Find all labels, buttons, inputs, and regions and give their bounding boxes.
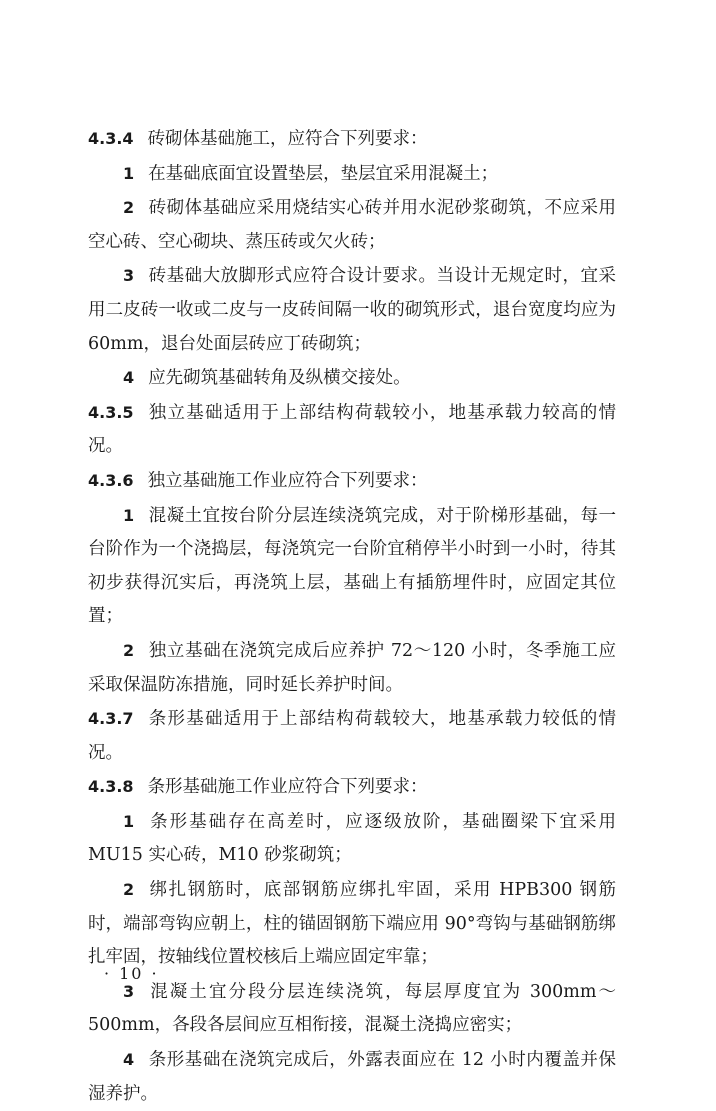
- section-text: 独立基础施工作业应符合下列要求：: [147, 470, 428, 491]
- document-body: [88, 122, 616, 1111]
- section-4-3-5: [88, 396, 616, 464]
- item-text: 绑扎钢筋时，底部钢筋应绑扎牢固，采用 HPB300 钢筋时，端部弯钩应朝上，柱的锚固钢筋下端应用 90°弯钩与基础钢筋绑扎牢固，按轴线位置校核后上端应固定牢靠；: [88, 880, 616, 968]
- section-4-3-4: [88, 122, 616, 157]
- item-text: 应先砌筑基础转角及纵横交接处。: [148, 368, 411, 389]
- section-number: 4.3.6: [88, 470, 134, 490]
- bullet-icon: ·: [104, 964, 112, 983]
- item-index: 1: [123, 505, 135, 525]
- section-number: 4.3.7: [88, 709, 134, 729]
- section-number: 4.3.4: [88, 129, 134, 148]
- list-item: [88, 259, 616, 361]
- section-number: 4.3.5: [88, 402, 134, 422]
- item-index: 2: [123, 198, 135, 218]
- section-number: 4.3.8: [88, 777, 134, 797]
- item-text: 混凝土宜按台阶分层连续浇筑完成，对于阶梯形基础，每一台阶作为一个浇捣层，每浇筑完一台阶宜稍停半小时到一小时，待其初步获得沉实后，再浇筑上层，基础上有插筋埋件时，应固定其位置；: [88, 505, 616, 627]
- page-footer: [96, 964, 167, 983]
- item-text: 独立基础在浇筑完成后应养护 72～120 小时，冬季施工应采取保温防冻措施，同时延长养护时间。: [88, 640, 616, 695]
- list-item: [88, 1043, 616, 1111]
- list-item: [88, 191, 616, 259]
- list-item: [88, 805, 616, 873]
- section-4-3-6: [88, 464, 616, 499]
- item-text: 混凝土宜分段分层连续浇筑，每层厚度宜为 300mm～500mm，各段各层间应互相衔接，混凝土浇捣应密实；: [88, 981, 616, 1036]
- list-item: [88, 873, 616, 975]
- item-text: 砖基础大放脚形式应符合设计要求。当设计无规定时，宜采用二皮砖一收或二皮与一皮砖间隔一收的砌筑形式，退台宽度均应为 60mm，退台处面层砖应丁砖砌筑；: [88, 266, 616, 354]
- section-text: 条形基础适用于上部结构荷载较大，地基承载力较低的情况。: [88, 709, 616, 763]
- section-4-3-8: [88, 770, 616, 805]
- item-index: 3: [123, 266, 135, 286]
- item-text: 砖砌体基础应采用烧结实心砖并用水泥砂浆砌筑，不应采用空心砖、空心砌块、蒸压砖或欠火砖；: [88, 198, 616, 252]
- section-text: 条形基础施工作业应符合下列要求：: [147, 777, 428, 798]
- list-item: [88, 499, 616, 634]
- item-index: 1: [123, 811, 135, 831]
- section-text: 独立基础适用于上部结构荷载较小，地基承载力较高的情况。: [88, 402, 616, 457]
- item-index: 4: [123, 368, 135, 388]
- item-index: 3: [123, 981, 135, 1001]
- item-index: 1: [123, 163, 135, 183]
- item-index: 2: [123, 880, 135, 900]
- item-index: 2: [123, 640, 135, 660]
- section-text: 砖砌体基础施工，应符合下列要求：: [147, 129, 428, 149]
- item-index: 4: [123, 1050, 135, 1070]
- bullet-icon: ·: [151, 964, 159, 983]
- item-text: 条形基础在浇筑完成后，外露表面应在 12 小时内覆盖并保湿养护。: [88, 1050, 616, 1104]
- list-item: [88, 634, 616, 702]
- list-item: [88, 361, 616, 396]
- section-4-3-7: [88, 702, 616, 770]
- list-item: [88, 975, 616, 1043]
- page-number: 10: [119, 964, 144, 983]
- list-item: [88, 157, 616, 192]
- item-text: 条形基础存在高差时，应逐级放阶，基础圈梁下宜采用 MU15 实心砖，M10 砂浆砌筑；: [88, 811, 616, 866]
- item-text: 在基础底面宜设置垫层，垫层宜采用混凝土；: [148, 163, 499, 184]
